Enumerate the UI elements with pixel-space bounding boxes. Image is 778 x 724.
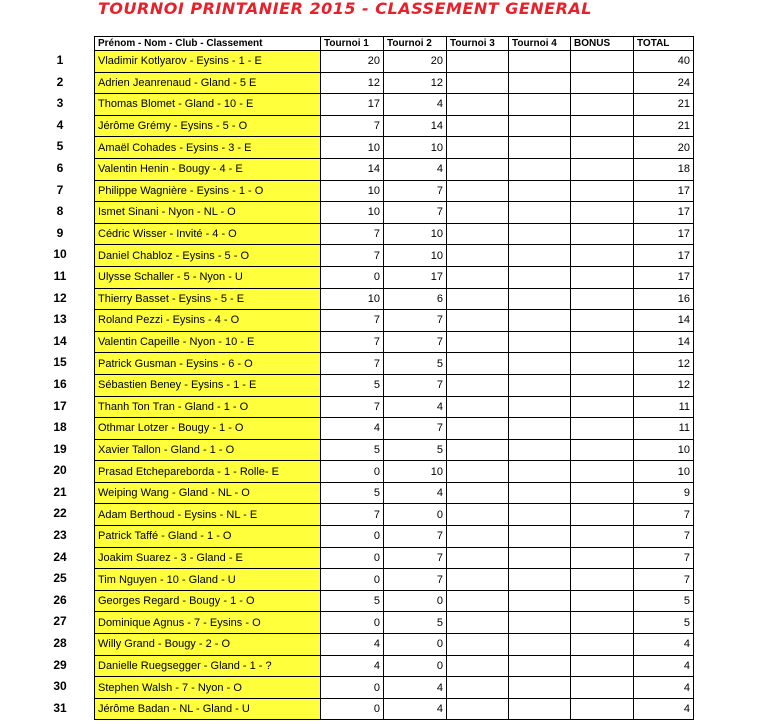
tournoi-1-cell: 5 xyxy=(321,439,384,461)
player-name-cell: Danielle Ruegsegger - Gland - 1 - ? xyxy=(95,655,321,677)
page-title: TOURNOI PRINTANIER 2015 - CLASSEMENT GENERAL xyxy=(98,0,592,18)
total-cell: 24 xyxy=(634,72,694,94)
tournoi-4-cell xyxy=(509,482,571,504)
tournoi-4-cell xyxy=(509,180,571,202)
tournoi-2-cell: 7 xyxy=(384,547,447,569)
tournoi-3-cell xyxy=(447,310,509,332)
tournoi-4-cell xyxy=(509,331,571,353)
rank-number: 9 xyxy=(56,225,64,240)
tournoi-2-cell: 17 xyxy=(384,266,447,288)
tournoi-1-cell: 0 xyxy=(321,526,384,548)
total-cell: 17 xyxy=(634,180,694,202)
rank-number: 31 xyxy=(53,700,67,715)
rank-number: 14 xyxy=(53,333,67,348)
rank-number: 29 xyxy=(53,657,67,672)
player-name-cell: Patrick Gusman - Eysins - 6 - O xyxy=(95,353,321,375)
bonus-cell xyxy=(571,266,634,288)
tournoi-1-cell: 4 xyxy=(321,634,384,656)
bonus-cell xyxy=(571,612,634,634)
rank-number: 24 xyxy=(53,549,67,564)
tournoi-3-cell xyxy=(447,504,509,526)
tournoi-1-cell: 4 xyxy=(321,655,384,677)
player-name-cell: Jérôme Grémy - Eysins - 5 - O xyxy=(95,115,321,137)
player-name-cell: Valentin Capeille - Nyon - 10 - E xyxy=(95,331,321,353)
bonus-cell xyxy=(571,374,634,396)
total-cell: 5 xyxy=(634,590,694,612)
tournoi-4-cell xyxy=(509,374,571,396)
tournoi-2-cell: 5 xyxy=(384,612,447,634)
player-name-cell: Vladimir Kotlyarov - Eysins - 1 - E xyxy=(95,51,321,73)
table-row xyxy=(95,439,694,461)
rank-number: 27 xyxy=(53,614,67,629)
table-row xyxy=(95,331,694,353)
table-row xyxy=(95,51,694,73)
table-row xyxy=(95,202,694,224)
bonus-cell xyxy=(571,223,634,245)
table-header-row xyxy=(95,37,694,51)
player-name-cell: Philippe Wagnière - Eysins - 1 - O xyxy=(95,180,321,202)
total-cell: 7 xyxy=(634,547,694,569)
tournoi-3-cell xyxy=(447,526,509,548)
tournoi-1-cell: 0 xyxy=(321,612,384,634)
rank-number: 1 xyxy=(56,53,64,67)
bonus-cell xyxy=(571,655,634,677)
tournoi-4-cell xyxy=(509,353,571,375)
player-name-cell: Willy Grand - Bougy - 2 - O xyxy=(95,634,321,656)
tournoi-4-cell xyxy=(509,569,571,591)
bonus-cell xyxy=(571,288,634,310)
player-name-cell: Roland Pezzi - Eysins - 4 - O xyxy=(95,310,321,332)
tournoi-1-cell: 7 xyxy=(321,223,384,245)
tournoi-1-cell: 0 xyxy=(321,698,384,720)
rank-number: 13 xyxy=(53,312,67,327)
bonus-cell xyxy=(571,461,634,483)
table-row xyxy=(95,504,694,526)
tournoi-3-cell xyxy=(447,547,509,569)
player-name-cell: Stephen Walsh - 7 - Nyon - O xyxy=(95,677,321,699)
table-row xyxy=(95,655,694,677)
tournoi-1-cell: 7 xyxy=(321,245,384,267)
tournoi-2-cell: 5 xyxy=(384,353,447,375)
table-row xyxy=(95,677,694,699)
table-row xyxy=(95,698,694,720)
tournoi-4-cell xyxy=(509,526,571,548)
tournoi-4-cell xyxy=(509,461,571,483)
tournoi-2-cell: 10 xyxy=(384,245,447,267)
tournoi-1-cell: 20 xyxy=(321,51,384,73)
tournoi-2-cell: 4 xyxy=(384,698,447,720)
table-row xyxy=(95,526,694,548)
total-cell: 20 xyxy=(634,137,694,159)
bonus-cell xyxy=(571,418,634,440)
tournoi-4-cell xyxy=(509,223,571,245)
tournoi-1-cell: 5 xyxy=(321,482,384,504)
tournoi-4-cell xyxy=(509,396,571,418)
tournoi-4-cell xyxy=(509,590,571,612)
tournoi-2-cell: 10 xyxy=(384,137,447,159)
tournoi-1-cell: 7 xyxy=(321,310,384,332)
total-cell: 4 xyxy=(634,655,694,677)
tournoi-1-cell: 7 xyxy=(321,396,384,418)
tournoi-2-cell: 10 xyxy=(384,461,447,483)
tournoi-3-cell xyxy=(447,94,509,116)
total-cell: 16 xyxy=(634,288,694,310)
bonus-cell xyxy=(571,72,634,94)
bonus-cell xyxy=(571,439,634,461)
ranking-table xyxy=(94,36,694,720)
tournoi-3-cell xyxy=(447,677,509,699)
tournoi-1-cell: 7 xyxy=(321,115,384,137)
tournoi-3-cell xyxy=(447,698,509,720)
table-row xyxy=(95,137,694,159)
player-name-cell: Georges Regard - Bougy - 1 - O xyxy=(95,590,321,612)
tournoi-2-cell: 14 xyxy=(384,115,447,137)
table-row xyxy=(95,94,694,116)
tournoi-2-cell: 7 xyxy=(384,331,447,353)
tournoi-1-cell: 14 xyxy=(321,158,384,180)
tournoi-2-cell: 4 xyxy=(384,396,447,418)
tournoi-2-cell: 7 xyxy=(384,310,447,332)
tournoi-3-cell xyxy=(447,374,509,396)
player-name-cell: Dominique Agnus - 7 - Eysins - O xyxy=(95,612,321,634)
table-row xyxy=(95,266,694,288)
player-name-cell: Thierry Basset - Eysins - 5 - E xyxy=(95,288,321,310)
bonus-cell xyxy=(571,698,634,720)
tournoi-4-cell xyxy=(509,655,571,677)
tournoi-1-cell: 12 xyxy=(321,72,384,94)
table-row xyxy=(95,72,694,94)
tournoi-3-cell xyxy=(447,612,509,634)
total-cell: 17 xyxy=(634,245,694,267)
tournoi-1-cell: 10 xyxy=(321,180,384,202)
table-row xyxy=(95,612,694,634)
tournoi-4-cell xyxy=(509,418,571,440)
tournoi-3-cell xyxy=(447,51,509,73)
rank-number: 18 xyxy=(53,420,67,435)
tournoi-3-cell xyxy=(447,202,509,224)
tournoi-3-cell xyxy=(447,418,509,440)
total-cell: 21 xyxy=(634,94,694,116)
bonus-cell xyxy=(571,202,634,224)
total-cell: 40 xyxy=(634,51,694,73)
total-cell: 4 xyxy=(634,677,694,699)
player-name-cell: Joakim Suarez - 3 - Gland - E xyxy=(95,547,321,569)
player-name-cell: Ulysse Schaller - 5 - Nyon - U xyxy=(95,266,321,288)
total-cell: 18 xyxy=(634,158,694,180)
rank-number: 26 xyxy=(53,592,67,607)
tournoi-2-cell: 4 xyxy=(384,482,447,504)
tournoi-1-cell: 17 xyxy=(321,94,384,116)
table-row xyxy=(95,590,694,612)
tournoi-3-cell xyxy=(447,461,509,483)
total-cell: 11 xyxy=(634,418,694,440)
tournoi-4-cell xyxy=(509,612,571,634)
tournoi-4-cell xyxy=(509,698,571,720)
tournoi-2-cell: 4 xyxy=(384,158,447,180)
tournoi-2-cell: 20 xyxy=(384,51,447,73)
tournoi-1-cell: 4 xyxy=(321,418,384,440)
table-row xyxy=(95,547,694,569)
total-cell: 7 xyxy=(634,504,694,526)
tournoi-2-cell: 7 xyxy=(384,180,447,202)
total-cell: 9 xyxy=(634,482,694,504)
table-row xyxy=(95,396,694,418)
bonus-cell xyxy=(571,180,634,202)
player-name-cell: Adrien Jeanrenaud - Gland - 5 E xyxy=(95,72,321,94)
bonus-cell xyxy=(571,482,634,504)
bonus-cell xyxy=(571,526,634,548)
player-name-cell: Othmar Lotzer - Bougy - 1 - O xyxy=(95,418,321,440)
table-row xyxy=(95,223,694,245)
player-name-cell: Valentin Henin - Bougy - 4 - E xyxy=(95,158,321,180)
tournoi-3-cell xyxy=(447,482,509,504)
tournoi-4-cell xyxy=(509,677,571,699)
rank-number: 25 xyxy=(53,571,67,586)
tournoi-3-cell xyxy=(447,569,509,591)
player-name-cell: Cédric Wisser - Invité - 4 - O xyxy=(95,223,321,245)
total-cell: 4 xyxy=(634,698,694,720)
header-tournoi-1: Tournoi 1 xyxy=(321,37,384,51)
table-row xyxy=(95,245,694,267)
bonus-cell xyxy=(571,677,634,699)
tournoi-2-cell: 7 xyxy=(384,374,447,396)
bonus-cell xyxy=(571,51,634,73)
player-name-cell: Thomas Blomet - Gland - 10 - E xyxy=(95,94,321,116)
total-cell: 7 xyxy=(634,526,694,548)
rank-number: 6 xyxy=(56,160,64,175)
header-bonus: BONUS xyxy=(571,37,634,51)
rank-number: 28 xyxy=(53,636,67,651)
tournoi-2-cell: 12 xyxy=(384,72,447,94)
table-row xyxy=(95,310,694,332)
header-tournoi-3: Tournoi 3 xyxy=(447,37,509,51)
bonus-cell xyxy=(571,310,634,332)
player-name-cell: Ismet Sinani - Nyon - NL - O xyxy=(95,202,321,224)
tournoi-3-cell xyxy=(447,245,509,267)
tournoi-4-cell xyxy=(509,245,571,267)
bonus-cell xyxy=(571,137,634,159)
header-total: TOTAL xyxy=(634,37,694,51)
tournoi-3-cell xyxy=(447,353,509,375)
bonus-cell xyxy=(571,504,634,526)
table-row xyxy=(95,569,694,591)
tournoi-2-cell: 7 xyxy=(384,526,447,548)
tournoi-1-cell: 7 xyxy=(321,353,384,375)
tournoi-1-cell: 0 xyxy=(321,266,384,288)
rank-number: 15 xyxy=(53,355,67,370)
tournoi-2-cell: 0 xyxy=(384,655,447,677)
player-name-cell: Adam Berthoud - Eysins - NL - E xyxy=(95,504,321,526)
player-name-cell: Patrick Taffé - Gland - 1 - O xyxy=(95,526,321,548)
tournoi-2-cell: 0 xyxy=(384,590,447,612)
tournoi-3-cell xyxy=(447,396,509,418)
rank-column xyxy=(40,50,80,719)
rank-number: 20 xyxy=(53,463,67,478)
table-row xyxy=(95,461,694,483)
bonus-cell xyxy=(571,547,634,569)
tournoi-3-cell xyxy=(447,72,509,94)
tournoi-1-cell: 10 xyxy=(321,288,384,310)
tournoi-4-cell xyxy=(509,94,571,116)
player-name-cell: Jérôme Badan - NL - Gland - U xyxy=(95,698,321,720)
bonus-cell xyxy=(571,245,634,267)
tournoi-4-cell xyxy=(509,504,571,526)
rank-number: 2 xyxy=(56,74,64,89)
bonus-cell xyxy=(571,331,634,353)
tournoi-4-cell xyxy=(509,72,571,94)
header-tournoi-2: Tournoi 2 xyxy=(384,37,447,51)
tournoi-3-cell xyxy=(447,634,509,656)
bonus-cell xyxy=(571,94,634,116)
total-cell: 17 xyxy=(634,223,694,245)
total-cell: 10 xyxy=(634,439,694,461)
bonus-cell xyxy=(571,590,634,612)
tournoi-3-cell xyxy=(447,223,509,245)
total-cell: 17 xyxy=(634,202,694,224)
tournoi-2-cell: 4 xyxy=(384,94,447,116)
rank-number: 5 xyxy=(56,139,64,154)
tournoi-1-cell: 5 xyxy=(321,590,384,612)
tournoi-3-cell xyxy=(447,655,509,677)
tournoi-2-cell: 5 xyxy=(384,439,447,461)
tournoi-2-cell: 0 xyxy=(384,634,447,656)
total-cell: 12 xyxy=(634,353,694,375)
table-row xyxy=(95,482,694,504)
bonus-cell xyxy=(571,634,634,656)
player-name-cell: Prasad Etchepareborda - 1 - Rolle- E xyxy=(95,461,321,483)
player-name-cell: Weiping Wang - Gland - NL - O xyxy=(95,482,321,504)
rank-number: 7 xyxy=(56,182,64,197)
tournoi-4-cell xyxy=(509,634,571,656)
tournoi-1-cell: 7 xyxy=(321,504,384,526)
tournoi-1-cell: 5 xyxy=(321,374,384,396)
tournoi-1-cell: 0 xyxy=(321,461,384,483)
header-name: Prénom - Nom - Club - Classement xyxy=(95,37,321,51)
tournoi-4-cell xyxy=(509,547,571,569)
tournoi-4-cell xyxy=(509,115,571,137)
tournoi-2-cell: 7 xyxy=(384,418,447,440)
player-name-cell: Thanh Ton Tran - Gland - 1 - O xyxy=(95,396,321,418)
bonus-cell xyxy=(571,396,634,418)
tournoi-2-cell: 4 xyxy=(384,677,447,699)
tournoi-3-cell xyxy=(447,180,509,202)
tournoi-3-cell xyxy=(447,439,509,461)
rank-number: 17 xyxy=(53,398,67,413)
tournoi-4-cell xyxy=(509,310,571,332)
bonus-cell xyxy=(571,353,634,375)
bonus-cell xyxy=(571,158,634,180)
table-row xyxy=(95,180,694,202)
header-tournoi-4: Tournoi 4 xyxy=(509,37,571,51)
tournoi-2-cell: 7 xyxy=(384,569,447,591)
tournoi-4-cell xyxy=(509,288,571,310)
rank-number: 4 xyxy=(56,117,64,132)
rank-number: 16 xyxy=(53,376,67,391)
tournoi-2-cell: 7 xyxy=(384,202,447,224)
total-cell: 21 xyxy=(634,115,694,137)
tournoi-4-cell xyxy=(509,439,571,461)
tournoi-3-cell xyxy=(447,137,509,159)
tournoi-2-cell: 0 xyxy=(384,504,447,526)
rank-number: 23 xyxy=(53,528,67,543)
table-row xyxy=(95,115,694,137)
rank-number: 21 xyxy=(53,484,67,499)
tournoi-2-cell: 10 xyxy=(384,223,447,245)
tournoi-4-cell xyxy=(509,137,571,159)
tournoi-4-cell xyxy=(509,51,571,73)
total-cell: 5 xyxy=(634,612,694,634)
tournoi-3-cell xyxy=(447,331,509,353)
table-row xyxy=(95,634,694,656)
table-row xyxy=(95,418,694,440)
total-cell: 14 xyxy=(634,310,694,332)
rank-number: 12 xyxy=(53,290,67,305)
tournoi-3-cell xyxy=(447,288,509,310)
rank-number: 30 xyxy=(53,679,67,694)
player-name-cell: Tim Nguyen - 10 - Gland - U xyxy=(95,569,321,591)
tournoi-3-cell xyxy=(447,590,509,612)
tournoi-3-cell xyxy=(447,266,509,288)
tournoi-4-cell xyxy=(509,266,571,288)
rank-number: 22 xyxy=(53,506,67,521)
table-row xyxy=(95,374,694,396)
table-row xyxy=(95,158,694,180)
total-cell: 11 xyxy=(634,396,694,418)
tournoi-1-cell: 0 xyxy=(321,677,384,699)
tournoi-4-cell xyxy=(509,158,571,180)
tournoi-3-cell xyxy=(447,158,509,180)
rank-number: 19 xyxy=(53,441,67,456)
tournoi-1-cell: 10 xyxy=(321,137,384,159)
bonus-cell xyxy=(571,115,634,137)
total-cell: 7 xyxy=(634,569,694,591)
tournoi-4-cell xyxy=(509,202,571,224)
tournoi-1-cell: 0 xyxy=(321,547,384,569)
tournoi-3-cell xyxy=(447,115,509,137)
tournoi-1-cell: 7 xyxy=(321,331,384,353)
player-name-cell: Xavier Tallon - Gland - 1 - O xyxy=(95,439,321,461)
tournoi-1-cell: 10 xyxy=(321,202,384,224)
table-row xyxy=(95,353,694,375)
player-name-cell: Amaël Cohades - Eysins - 3 - E xyxy=(95,137,321,159)
tournoi-1-cell: 0 xyxy=(321,569,384,591)
rank-number: 10 xyxy=(53,247,67,262)
bonus-cell xyxy=(571,569,634,591)
tournoi-2-cell: 6 xyxy=(384,288,447,310)
total-cell: 12 xyxy=(634,374,694,396)
total-cell: 4 xyxy=(634,634,694,656)
total-cell: 10 xyxy=(634,461,694,483)
player-name-cell: Sébastien Beney - Eysins - 1 - E xyxy=(95,374,321,396)
table-row xyxy=(95,288,694,310)
total-cell: 17 xyxy=(634,266,694,288)
rank-number: 11 xyxy=(53,268,67,283)
total-cell: 14 xyxy=(634,331,694,353)
rank-number: 3 xyxy=(56,96,64,111)
player-name-cell: Daniel Chabloz - Eysins - 5 - O xyxy=(95,245,321,267)
rank-number: 8 xyxy=(56,204,64,219)
